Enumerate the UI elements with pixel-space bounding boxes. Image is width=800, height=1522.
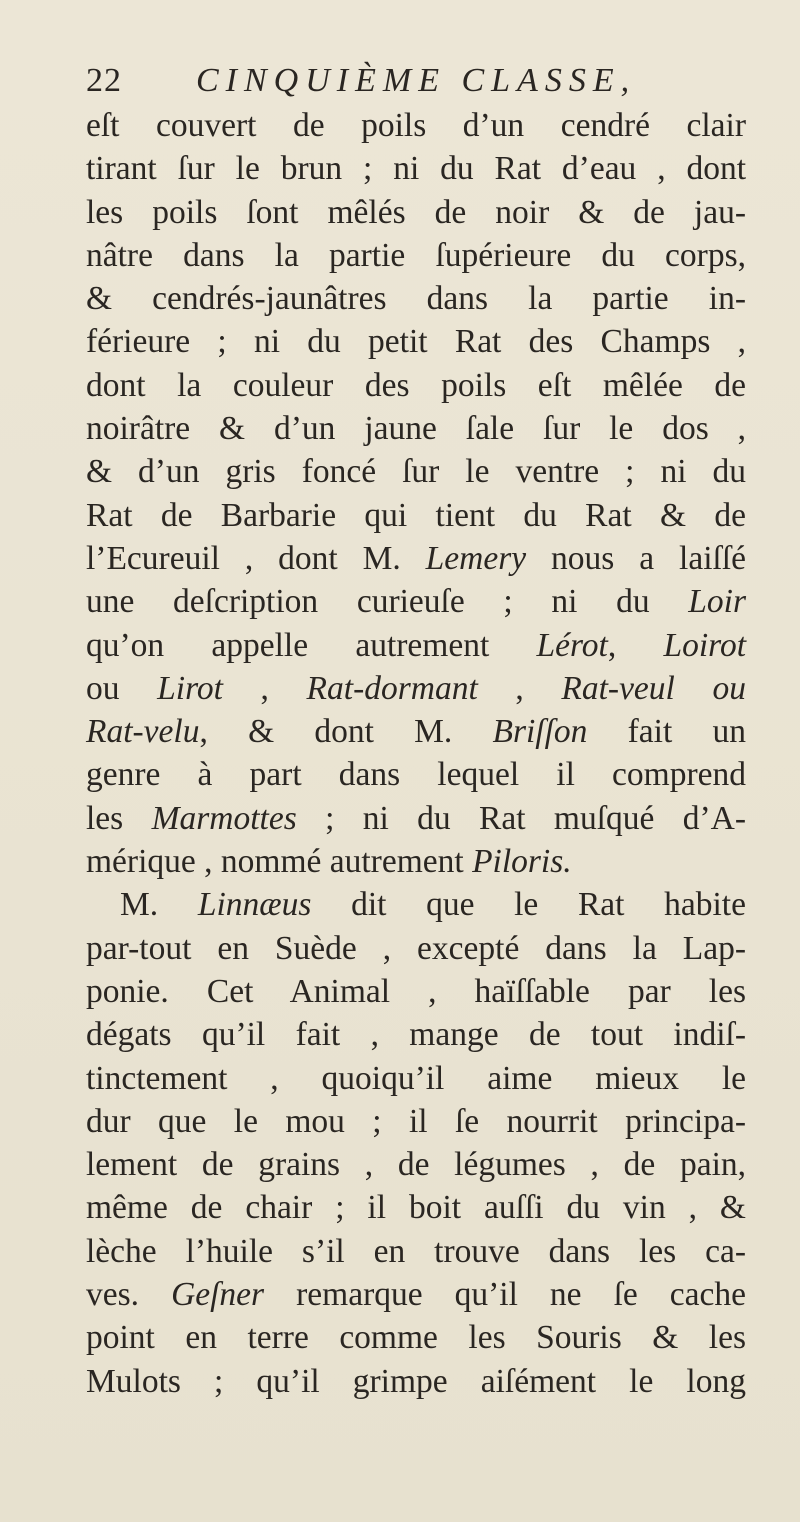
- italic-text: Rat-velu: [86, 713, 200, 751]
- body-text: [86, 104, 746, 1403]
- text-span: genre à part dans lequel il comprend: [86, 756, 746, 794]
- text-line: [86, 277, 746, 320]
- running-head: CINQUIÈME CLASSE,: [196, 62, 637, 99]
- text-span: dont la couleur des poils eſt mêlée de: [86, 366, 746, 404]
- text-span: même de chair ; il boit auſſi du vin , &: [86, 1189, 746, 1227]
- page-number: 22: [86, 62, 122, 99]
- text-span: ,: [222, 669, 307, 707]
- text-span: par-tout en Suède , excepté dans la Lap-: [86, 929, 746, 967]
- text-span: M.: [120, 886, 198, 924]
- text-span: & d’un gris foncé ſur le ventre ; ni du: [86, 453, 746, 491]
- text-span: & cendrés-jaunâtres dans la partie in-: [86, 280, 746, 318]
- text-span: , & dont M.: [199, 713, 493, 751]
- text-span: ponie. Cet Animal , haïſſable par les: [86, 972, 746, 1010]
- text-span: nous a laiſſé: [526, 539, 746, 577]
- text-span: Rat de Barbarie qui tient du Rat & de: [86, 496, 746, 534]
- italic-text: Loir: [688, 583, 746, 621]
- text-span: fait un: [587, 713, 747, 751]
- text-span: les: [86, 799, 152, 837]
- text-line: [86, 710, 746, 753]
- text-span: qu’on appelle autrement: [86, 626, 537, 664]
- text-span: dégats qu’il fait , mange de tout indiſ-: [86, 1016, 746, 1054]
- text-span: l’Ecureuil , dont M.: [86, 539, 426, 577]
- text-line: [86, 234, 746, 277]
- text-span: remarque qu’il ne ſe cache: [264, 1276, 746, 1314]
- text-line: [86, 450, 746, 493]
- italic-text: Piloris.: [472, 843, 572, 881]
- text-line: [86, 580, 746, 623]
- text-span: dit que le Rat habite: [311, 886, 746, 924]
- italic-text: Rat-dormant: [306, 669, 478, 707]
- text-span: ou: [86, 669, 158, 707]
- text-line: [86, 1100, 746, 1143]
- text-line: [86, 797, 746, 840]
- text-span: ,: [607, 626, 664, 664]
- text-line: [86, 320, 746, 363]
- text-line: [86, 1143, 746, 1186]
- text-line: [86, 1013, 746, 1056]
- text-line: [86, 1057, 746, 1100]
- text-line: [86, 407, 746, 450]
- text-span: noirâtre & d’un jaune ſale ſur le dos ,: [86, 410, 746, 448]
- italic-text: Linnæus: [197, 886, 312, 924]
- text-line: [86, 147, 746, 190]
- text-span: ; ni du Rat muſqué d’A-: [296, 799, 747, 837]
- italic-text: Rat-veul ou: [561, 669, 746, 707]
- text-span: lement de grains , de légumes , de pain,: [86, 1146, 746, 1184]
- italic-text: Geſner: [171, 1276, 265, 1314]
- text-line: [86, 1186, 746, 1229]
- text-line: [86, 753, 746, 796]
- text-span: tirant ſur le brun ; ni du Rat d’eau , dont: [86, 150, 746, 188]
- text-line: [86, 104, 746, 147]
- text-span: férieure ; ni du petit Rat des Champs ,: [86, 323, 746, 361]
- page-header: [86, 58, 746, 104]
- text-span: tinctement , quoiqu’il aime mieux le: [86, 1059, 746, 1097]
- italic-text: Briſſon: [492, 713, 588, 751]
- text-span: point en terre comme les Souris & les: [86, 1319, 746, 1357]
- text-line: [86, 624, 746, 667]
- text-span: les poils ſont mêlés de noir & de jau-: [86, 193, 746, 231]
- text-span: ves.: [86, 1276, 172, 1314]
- text-line: [86, 1316, 746, 1359]
- text-line: [86, 494, 746, 537]
- text-line: [86, 667, 746, 710]
- text-line: [86, 1360, 746, 1403]
- text-line: [86, 840, 746, 883]
- text-line: [86, 1273, 746, 1316]
- text-span: ,: [477, 669, 562, 707]
- text-line: [86, 927, 746, 970]
- text-line: [86, 883, 746, 926]
- text-line: [86, 970, 746, 1013]
- text-span: dur que le mou ; il ſe nourrit principa-: [86, 1102, 746, 1140]
- text-span: nâtre dans la partie ſupérieure du corps,: [86, 236, 746, 274]
- italic-text: Loirot: [663, 626, 747, 664]
- text-line: [86, 191, 746, 234]
- text-span: mérique , nommé autrement: [86, 843, 473, 881]
- text-span: une deſcription curieuſe ; ni du: [86, 583, 689, 621]
- italic-text: Marmottes: [151, 799, 297, 837]
- text-span: eſt couvert de poils d’un cendré clair: [86, 107, 746, 144]
- italic-text: Lemery: [425, 539, 527, 577]
- text-line: [86, 1230, 746, 1273]
- text-span: Mulots ; qu’il grimpe aiſément le long: [86, 1362, 746, 1400]
- text-span: lèche l’huile s’il en trouve dans les ca-: [86, 1232, 746, 1270]
- italic-text: Lérot: [536, 626, 608, 664]
- text-line: [86, 537, 746, 580]
- italic-text: Lirot: [157, 669, 223, 707]
- text-line: [86, 364, 746, 407]
